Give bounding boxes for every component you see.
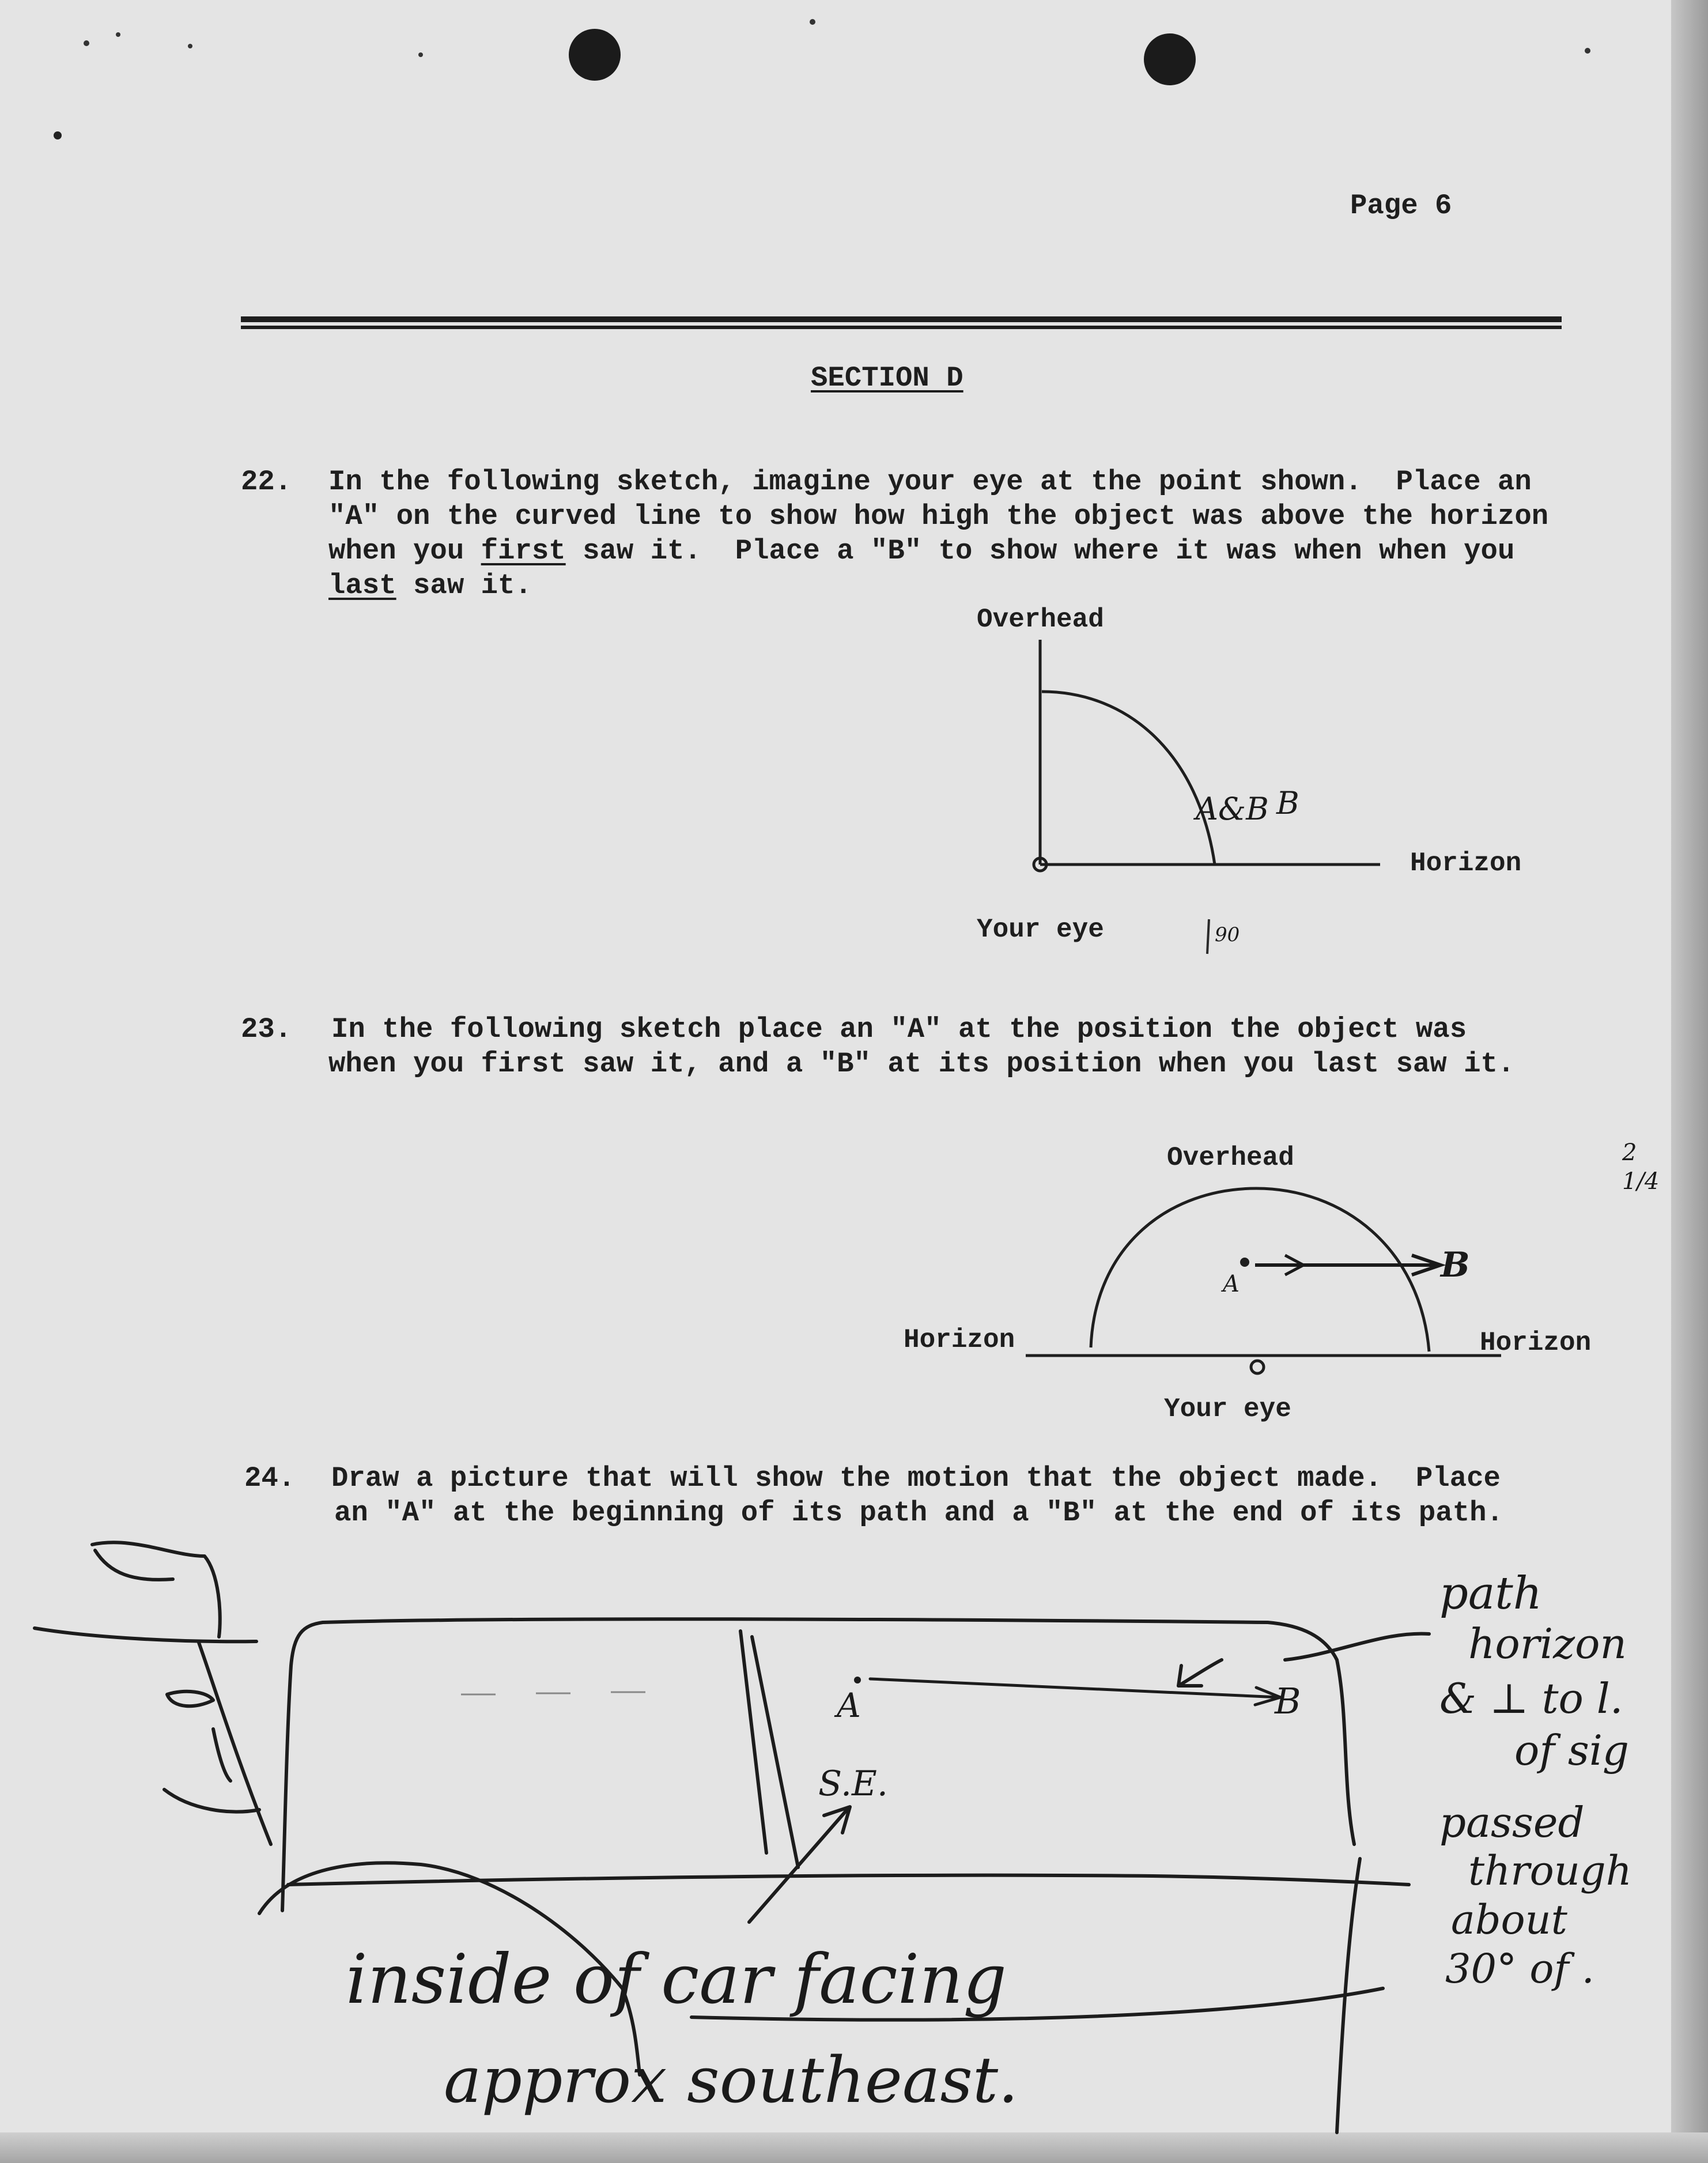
q22-horizon-label: Horizon	[1410, 848, 1522, 878]
q23-handwritten-b: B	[1441, 1245, 1470, 1285]
question-24-line-2: an "A" at the beginning of its path and a "B" at the end of its path.	[334, 1497, 1503, 1529]
side-note-line-3: & ⊥ to l.	[1439, 1674, 1623, 1723]
side-note-line-2: horizon	[1468, 1620, 1627, 1668]
side-note-line-7: about	[1451, 1896, 1567, 1943]
side-note-line-1: path	[1439, 1568, 1543, 1620]
question-23-line-1: In the following sketch place an "A" at the position the object was	[331, 1013, 1467, 1045]
q22-eye-label: Your eye	[977, 915, 1104, 945]
question-22-line-2: "A" on the curved line to show how high the object was above the horizon	[328, 500, 1549, 533]
q22-handwritten-b: B	[1276, 785, 1299, 821]
section-title: SECTION D	[811, 362, 963, 394]
q24-label-b: B	[1275, 1680, 1301, 1722]
question-22-line-1: In the following sketch, imagine your eye at the point shown. Place an	[328, 466, 1532, 498]
question-23-line-2: when you first saw it, and a "B" at its position when you last saw it.	[328, 1048, 1515, 1080]
page-number: Page 6	[1350, 190, 1452, 222]
q24-point-a	[854, 1677, 861, 1683]
q23-horizon-right-label: Horizon	[1480, 1328, 1592, 1358]
side-note-line-6: through	[1468, 1847, 1632, 1894]
emphasis-first: first	[481, 535, 566, 567]
q22-overhead-label: Overhead	[977, 605, 1104, 635]
question-24-number: 24.	[244, 1462, 296, 1494]
side-note-line-4: of sig	[1514, 1726, 1629, 1775]
q23-handwritten-a: A	[1223, 1271, 1240, 1297]
question-22-line-4-rest: saw it.	[413, 569, 532, 602]
question-22-number: 22.	[241, 466, 292, 498]
q24-label-a: A	[837, 1686, 861, 1725]
question-22-line-3-prefix: when you	[328, 535, 481, 567]
q24-caption-line-2: approx southeast.	[444, 2043, 1019, 2117]
margin-note: 2 1/4	[1622, 1139, 1660, 1195]
q23-horizon-left-label: Horizon	[904, 1325, 1015, 1355]
q24-side-note	[1428, 1568, 1670, 2006]
side-note-line-8: 30° of .	[1445, 1945, 1594, 1992]
q22-handwritten-ab: A&B	[1196, 791, 1269, 827]
q23-eye-label: Your eye	[1164, 1394, 1291, 1424]
q22-handwritten-tick-label: 90	[1215, 923, 1240, 946]
question-22-line-3-rest: saw it. Place a "B" to show where it was when when you	[583, 535, 1515, 567]
q24-caption-line-1: inside of car facing	[346, 1939, 1007, 2019]
question-23-number: 23.	[241, 1013, 292, 1045]
question-24-line-1: Draw a picture that will show the motion that the object made. Place	[331, 1462, 1501, 1494]
emphasis-last: last	[328, 569, 396, 602]
side-note-line-5: passed	[1439, 1798, 1585, 1847]
q23-overhead-label: Overhead	[1167, 1143, 1294, 1173]
q24-direction-label: S.E.	[818, 1764, 888, 1804]
